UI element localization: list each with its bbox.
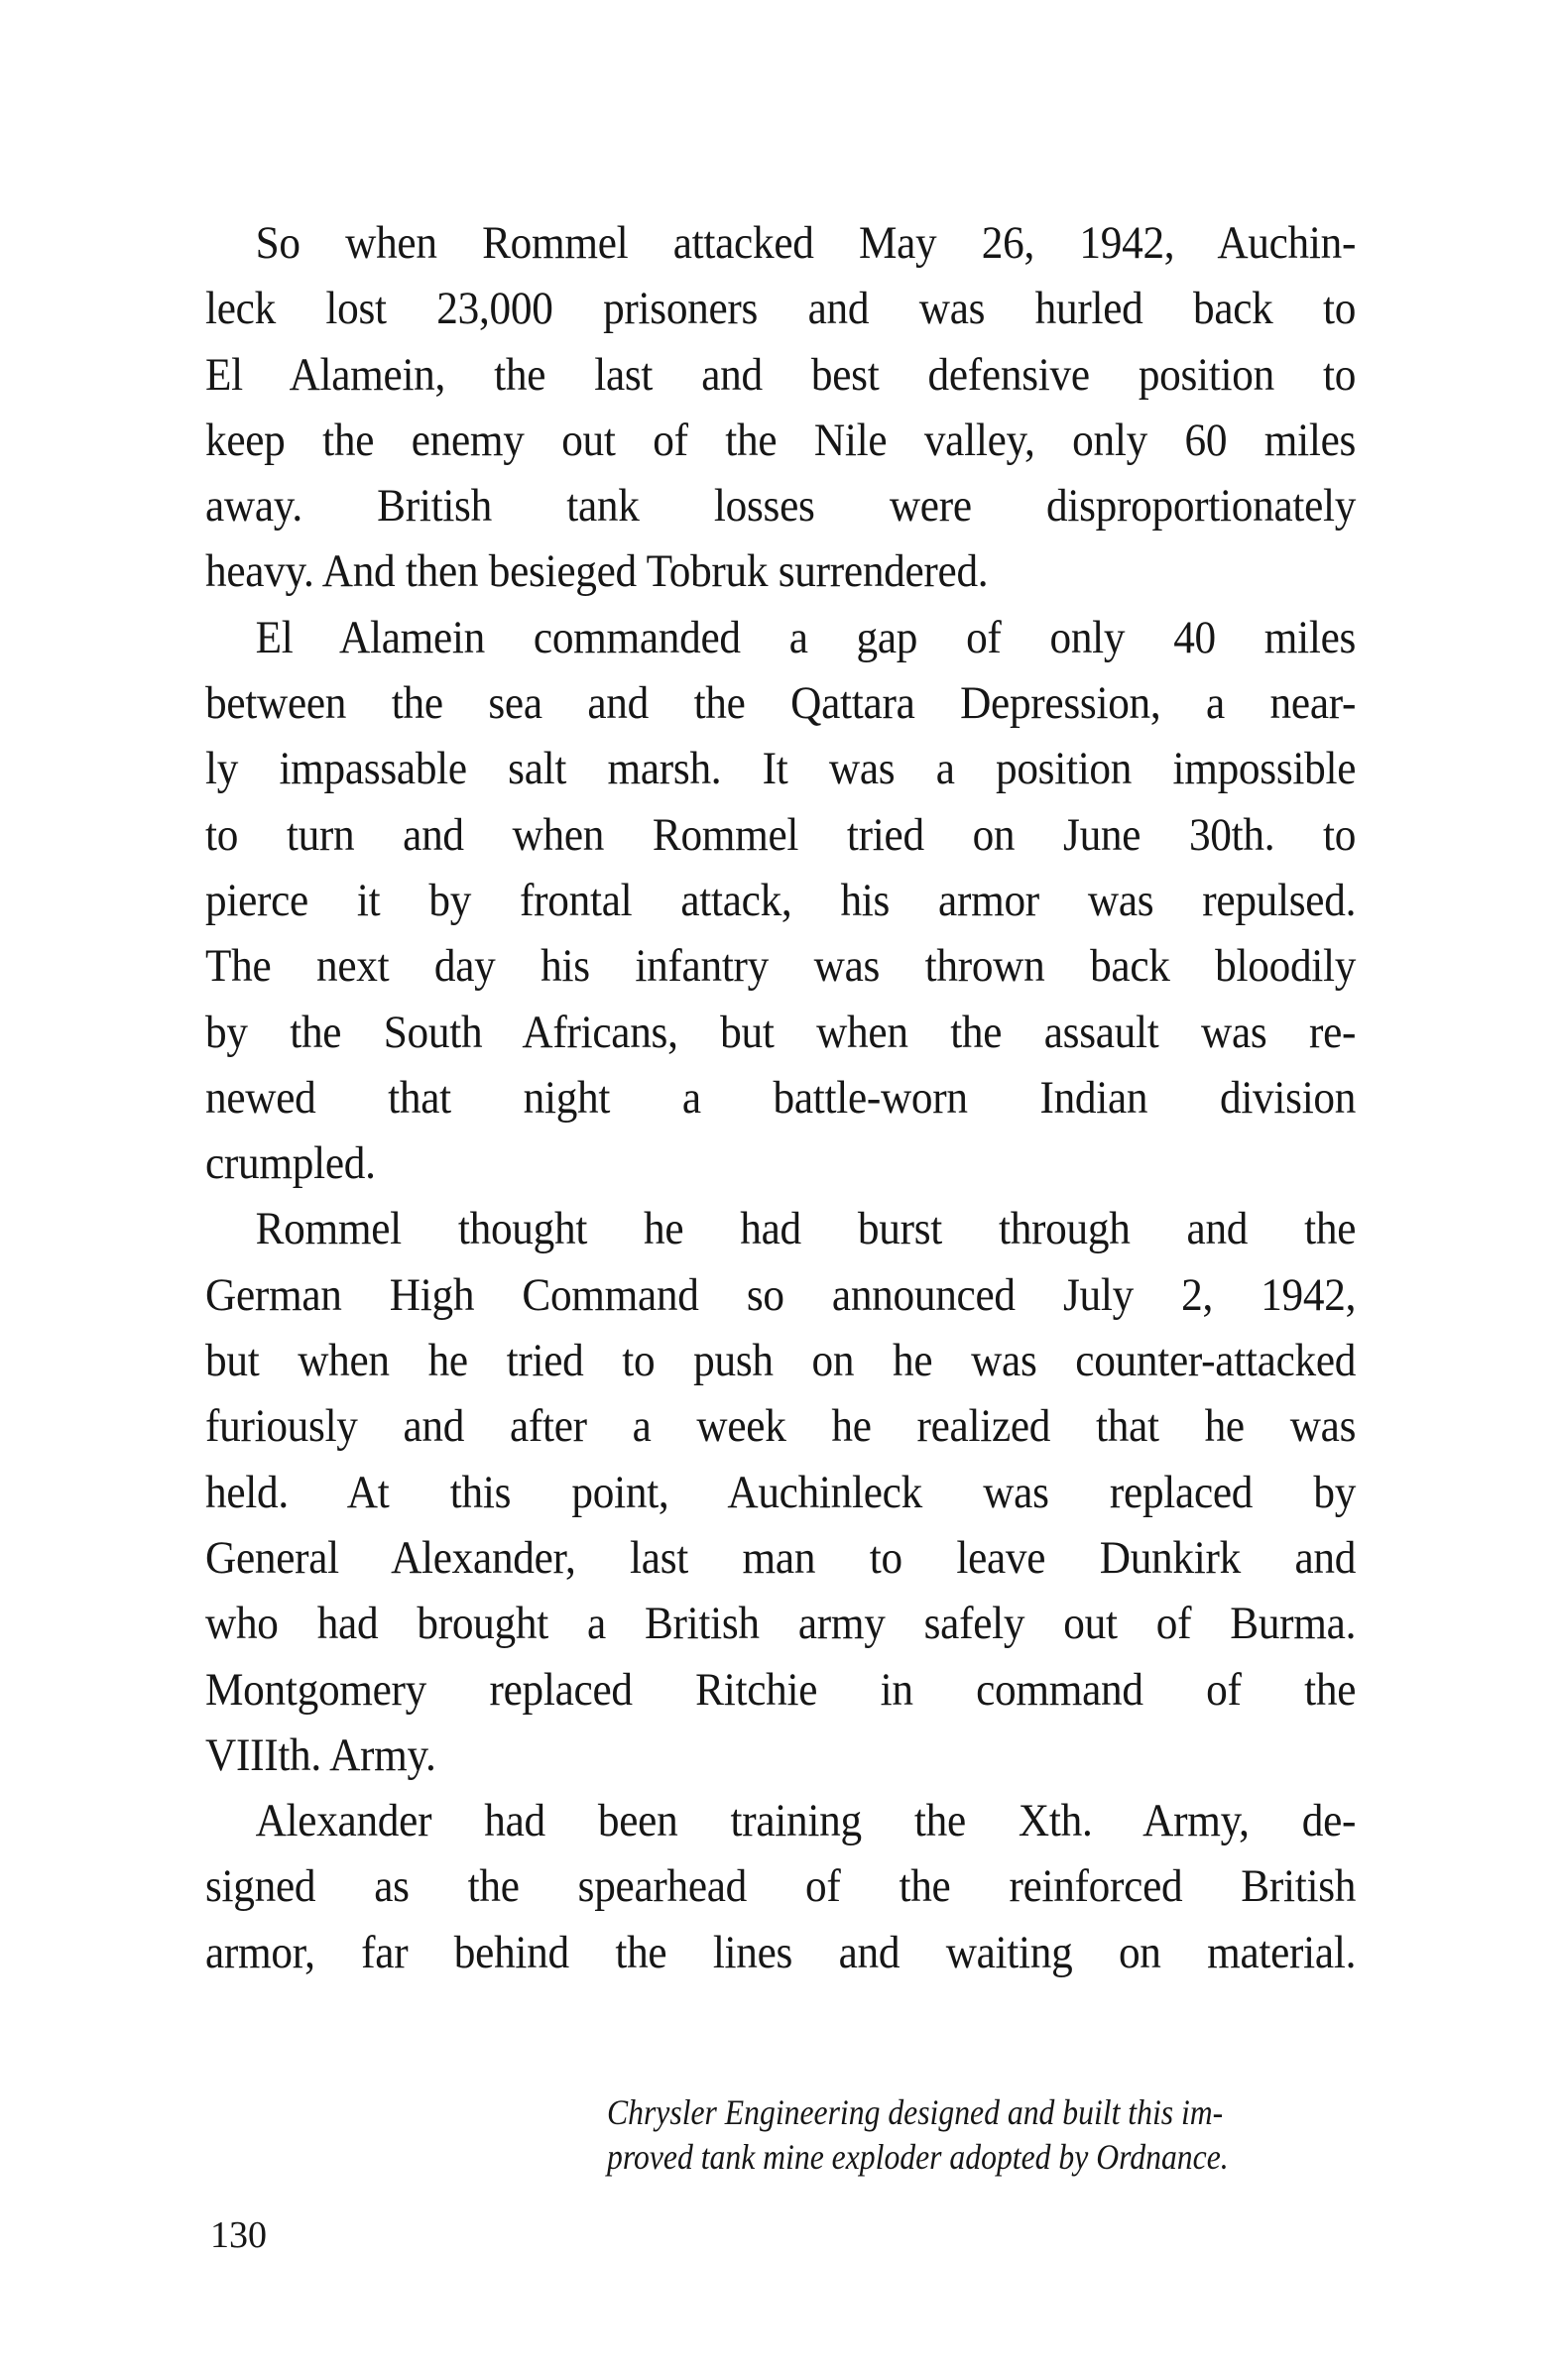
text-line: So when Rommel attacked May 26, 1942, Auchin- — [255, 217, 1357, 269]
text-line: furiously and after a week he realized that he was — [205, 1400, 1357, 1453]
text-line: pierce it by frontal attack, his armor was repulsed. — [205, 874, 1357, 926]
text-line: signed as the spearhead of the reinforced British — [205, 1860, 1357, 1913]
text-line: to turn and when Rommel tried on June 30th. to — [205, 808, 1357, 861]
text-line: German High Command so announced July 2, 1942, — [205, 1268, 1357, 1321]
text-line: heavy. And then besieged Tobruk surrendered. — [205, 545, 989, 598]
text-line: El Alamein commanded a gap of only 40 miles — [255, 611, 1357, 663]
text-line: The next day his infantry was thrown back bloodily — [205, 940, 1357, 993]
text-line: held. At this point, Auchinleck was replaced by — [205, 1466, 1357, 1518]
paragraph-1 — [205, 210, 1356, 605]
paragraph-2 — [205, 605, 1356, 1197]
text-line: by the South Africans, but when the assault was re- — [205, 1006, 1357, 1058]
text-line: but when he tried to push on he was counter-attacked — [205, 1335, 1357, 1387]
text-line: who had brought a British army safely out of Burma. — [205, 1598, 1357, 1650]
text-line: General Alexander, last man to leave Dunkirk and — [205, 1531, 1357, 1584]
text-line: newed that night a battle-worn Indian division — [205, 1071, 1357, 1124]
text-line: VIIIth. Army. — [205, 1728, 436, 1781]
caption-line: proved tank mine exploder adopted by Ordnance. — [607, 2137, 1229, 2177]
text-line: leck lost 23,000 prisoners and was hurled back to — [205, 283, 1357, 335]
text-line: armor, far behind the lines and waiting on material. — [205, 1926, 1357, 1978]
text-line: crumpled. — [205, 1137, 376, 1190]
text-line: away. British tank losses were disproportionately — [205, 480, 1357, 533]
paragraph-4 — [205, 1788, 1356, 1985]
text-line: Alexander had been training the Xth. Army, de- — [255, 1795, 1357, 1847]
caption-line: Chrysler Engineering designed and built this im- — [607, 2092, 1224, 2132]
paragraph-3 — [205, 1196, 1356, 1788]
text-line: ly impassable salt marsh. It was a position impossible — [205, 743, 1357, 795]
text-line: Rommel thought he had burst through and the — [255, 1203, 1357, 1255]
photo-caption — [607, 2090, 1460, 2180]
text-line: keep the enemy out of the Nile valley, only 60 miles — [205, 414, 1357, 466]
body-text — [205, 210, 1356, 1985]
text-line: Montgomery replaced Ritchie in command of the — [205, 1663, 1357, 1716]
page-number: 130 — [210, 2214, 267, 2256]
text-line: between the sea and the Qattara Depression, a near- — [205, 677, 1357, 730]
text-line: El Alamein, the last and best defensive position to — [205, 348, 1357, 401]
